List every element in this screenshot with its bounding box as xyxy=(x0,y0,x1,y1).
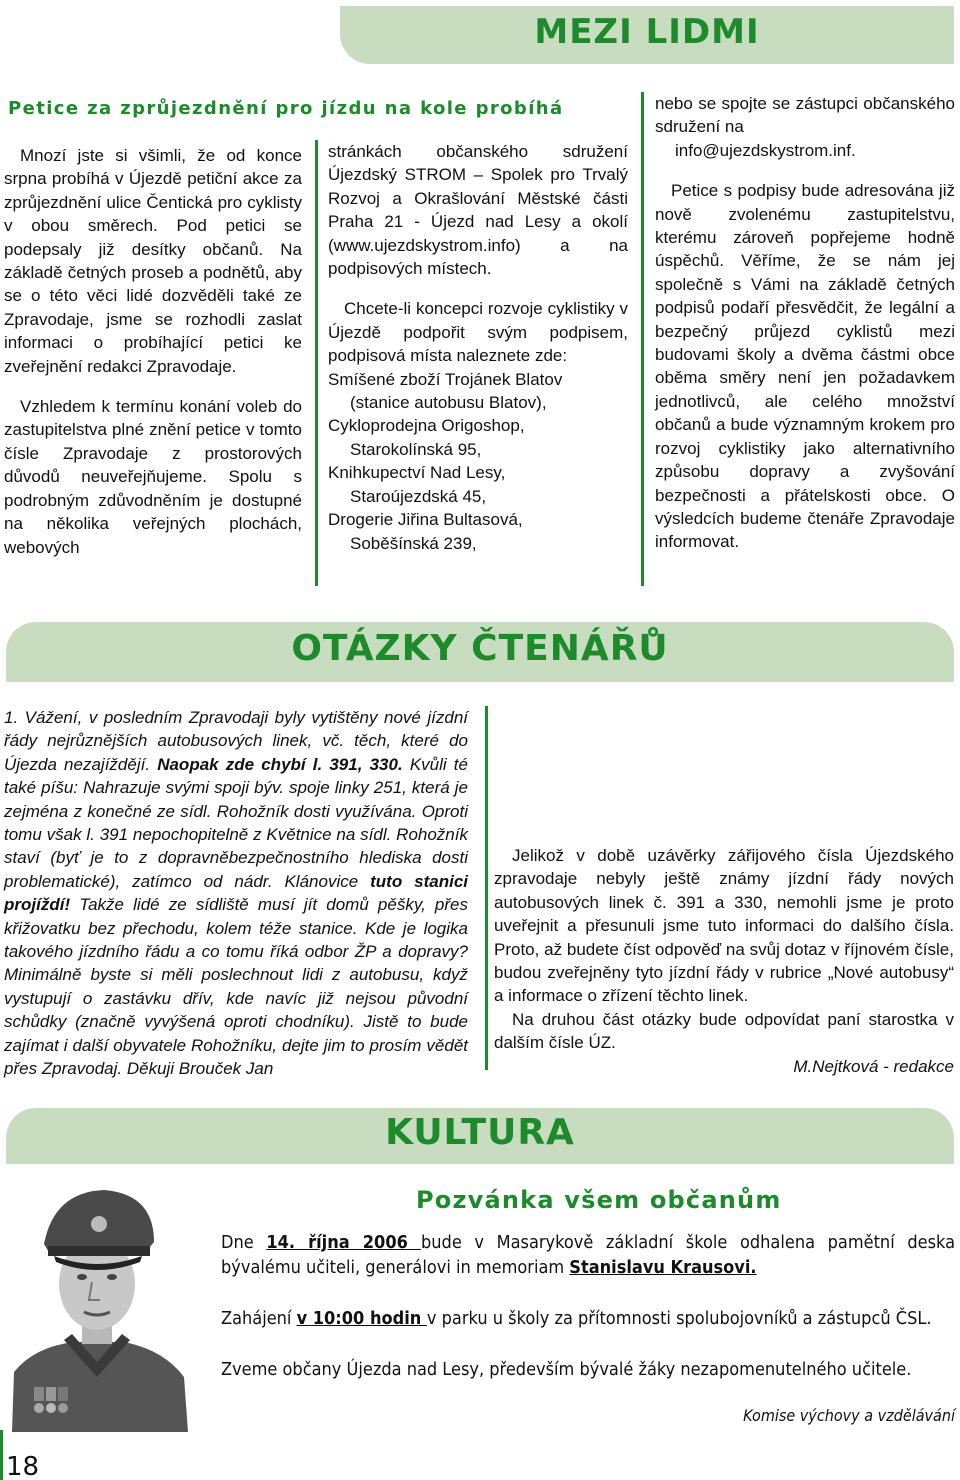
section-title-otazky-ctenaru: OTÁZKY ČTENÁŘŮ xyxy=(291,628,669,669)
invitation-paragraph: Zveme občany Újezda nad Lesy, především bývalé žáky nezapomenutelného učitele. xyxy=(221,1359,912,1380)
column-divider xyxy=(641,92,644,586)
paragraph: nebo se spojte se zástupci občanského sdružení na xyxy=(655,94,955,137)
article-heading-petice: Petice za zprůjezdnění pro jízdu na kole probíhá xyxy=(8,98,564,119)
paragraph: Chcete-li koncepci rozvoje cyklistiky v Újezdě podpořit svým podpisem, podpisová místa naleznete zde: xyxy=(328,299,628,366)
event-date: 14. října 2006 xyxy=(266,1232,421,1253)
paragraph: Petice s podpisy bude adresována již nově zvolenému zastupitelstvu, kterému zároveň popřejeme hodně úspěchů. Věříme, že se nám jej společně s Vámi na základě četných podpisů podaří přesvědčit, že legální a bezpečný průjezd cyklistů mezi budovami školy a dvěma částmi obce oběma směry není jen požadavkem jednotlivců, ale celého množství občanů a bude významným krokem pro rozvoj cyklistiky jako alternativního způsobu dopravy a zvyšování bezpečnosti a přátelskosti obce. O výsledcích budeme čtenáře Zpravodaje informovat. xyxy=(655,181,955,552)
question-emphasis: Naopak zde chybí l. 391, 330. xyxy=(157,754,403,774)
place-address: (stanice autobusu Blatov), xyxy=(350,393,547,413)
place-address: Staroújezdská 45, xyxy=(350,486,487,506)
place-name: Smíšené zboží Trojánek Blatov xyxy=(328,369,563,389)
place-name: Drogerie Jiřina Bultasová, xyxy=(328,510,523,530)
column-divider xyxy=(315,140,318,586)
place-name: Knihkupectví Nad Lesy, xyxy=(328,463,506,483)
page-number-rule xyxy=(0,1430,3,1480)
question-emphasis: tuto stanici projíždí! xyxy=(4,871,469,915)
place-name: Cykloprodejna Origoshop, xyxy=(328,416,525,436)
article-heading-pozvanka: Pozvánka všem občanům xyxy=(416,1186,782,1214)
column-divider xyxy=(485,706,488,1070)
article-column-2 xyxy=(328,140,628,555)
invitation-paragraph: Dne 14. října 2006 bude v Masarykově základní škole odhalena pamětní deska bývalému učiteli, generálovi in memoriam Stanislavu Krausovi. xyxy=(221,1232,955,1278)
article-column-1 xyxy=(4,144,302,576)
invitation-paragraph: Zahájení v 10:00 hodin v parku u školy za přítomnosti spolubojovníků a zástupců ČSL. xyxy=(221,1308,932,1329)
signing-places-list xyxy=(328,368,628,555)
answer-paragraph: Na druhou část otázky bude odpovídat paní starostka v dalším čísle ÚZ. xyxy=(494,1009,954,1053)
event-time: v 10:00 hodin xyxy=(296,1308,427,1329)
question-text: Takže lidé ze sídliště musí jít domů pěšky, přes křižovatku bez přechodu, kolem téže stanice. Kde je logika takového jízdního řádu a co tomu říká odbor ŽP a dopravy? Minimálně byste si měli poslechnout lidi z autobusu, když vystupují o zastávku dřív, kde navíc již nejsou původní schůdky (značně vyvýšená oproti chodníku). Jistě to bude zajímat i další obyvatele Rohožníku, dejte jim to prosím vědět přes Zpravodaj. Děkuji Brouček Jan xyxy=(4,895,468,1079)
place-address: Soběšínská 239, xyxy=(350,533,477,553)
section-title-kultura: KULTURA xyxy=(385,1112,575,1153)
paragraph: Vzhledem k termínu konání voleb do zastupitelstva plné znění petice v tomto čísle Zpravodaje z prostorových důvodů neuveřejňujeme. Spolu s podrobným zdůvodněním je dostupné na několika veřejných plochách, webových xyxy=(4,397,302,557)
section-title-mezi-lidmi: MEZI LIDMI xyxy=(534,12,760,52)
invitation-signature: Komise výchovy a vzdělávání xyxy=(743,1406,955,1425)
invitation-text xyxy=(221,1230,955,1408)
answer-paragraph: Jelikož v době uzávěrky zářijového čísla Újezdského zpravodaje nebyly ještě známy jízdní řády nových autobusových linek č. 391 a 330, nemohli jsme je proto uveřejnit a přesunuli jsme tuto informaci do dalšího čísla. Proto, až budete číst odpověď na svůj dotaz v říjnovém čísle, budou zveřejněny tyto jízdní řády v rubrice „Nové autobusy“ a informace o zřízení těchto linek. xyxy=(494,846,954,1006)
answer-signature: M.Nejtková - redakce xyxy=(793,1056,954,1076)
reader-question xyxy=(4,706,468,1081)
portrait-photo xyxy=(4,1172,190,1432)
editor-answer xyxy=(494,706,954,1095)
question-text: Kvůli té také píšu: Nahrazuje svými spoji býv. spoje linky 251, která je zejména z konečné ze sídl. Rohožník dosti využívána. Oproti tomu však l. 391 nepochopitelně z Květnice na sídl. Rohožník staví (byť je to z dopravněbezpečnostního hlediska dosti problematické), zatímco od nádr. Klánovice xyxy=(4,754,468,891)
paragraph: Mnozí jste si všimli, že od konce srpna probíhá v Újezdě petiční akce za zprůjezdnění ulice Čentická pro cyklisty v obou směrech. Pod petici se podepsaly již desítky občanů. Na základě četných proseb a podnětů, aby se o této věci lidé dozvěděli také ze Zpravodaje, jsme se rozhodli zaslat informaci o probíhající petici ke zveřejnění redakci Zpravodaje. xyxy=(4,146,302,376)
article-column-3 xyxy=(655,92,955,571)
question-text: 1. Vážení, v posledním Zpravodaji byly vytištěny nové jízdní řády nejrůznějších autobusových linek, vč. těch, které do Újezda nezajíždějí. xyxy=(4,708,468,774)
honoree-name: Stanislavu Krausovi. xyxy=(569,1257,757,1278)
paragraph: stránkách občanského sdružení Újezdský STROM – Spolek pro Trvalý Rozvoj a Okrašlování Městské části Praha 21 - Újezd nad Lesy a okolí (www.ujezdskystrom.info) a na podpisových místech. xyxy=(328,142,628,279)
email-link[interactable]: info@ujezdskystrom.inf. xyxy=(675,140,856,160)
page-number: 18 xyxy=(6,1452,40,1480)
place-address: Starokolínská 95, xyxy=(350,439,482,459)
